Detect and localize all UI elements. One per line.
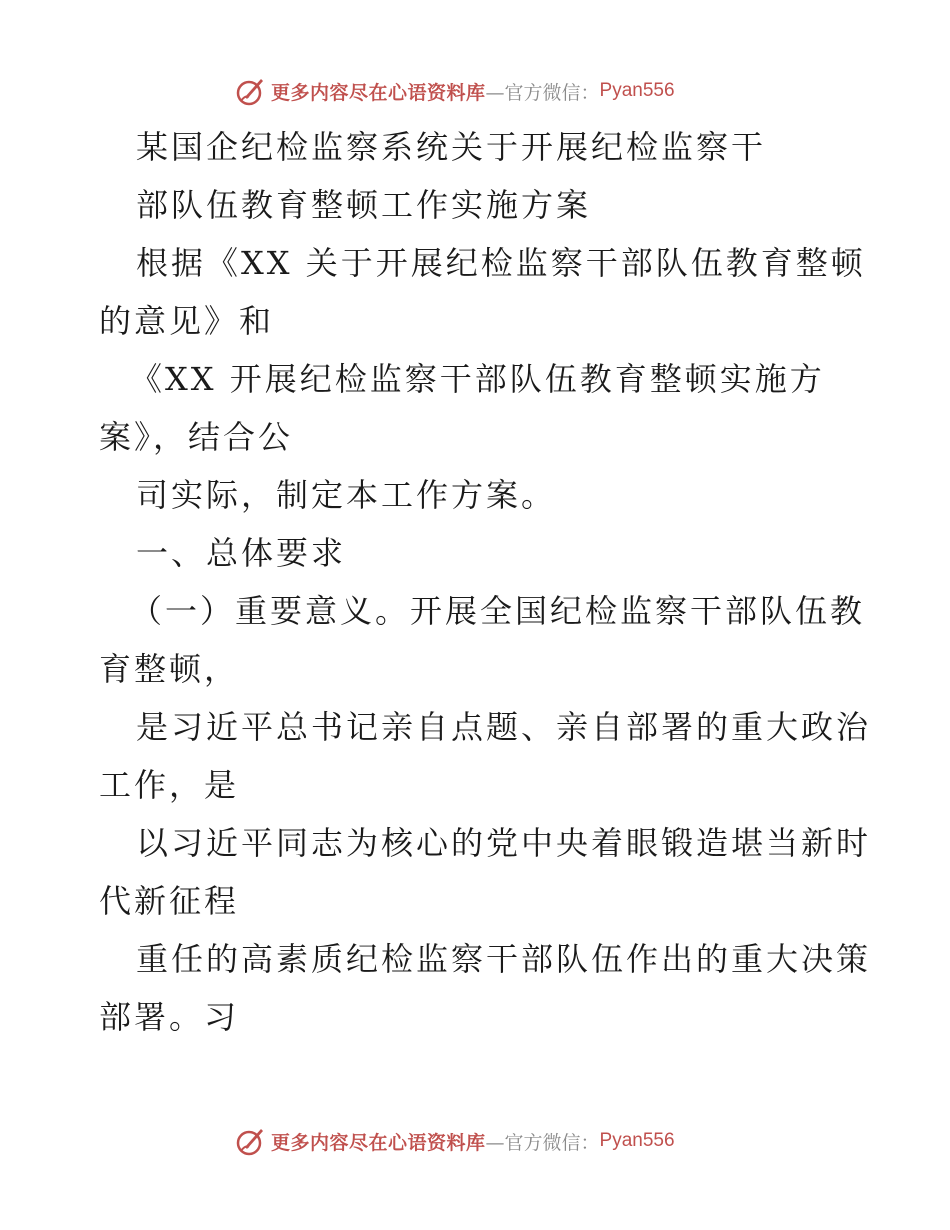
doc-text-line: 是习近平总书记亲自点题、亲自部署的重大政治 bbox=[136, 708, 872, 746]
watermark-wechat-label: —官方微信： bbox=[485, 1131, 600, 1154]
doc-section-heading: 一、总体要求 bbox=[136, 534, 347, 572]
doc-text-line: （一）重要意义。开展全国纪检监察干部队伍教 bbox=[130, 592, 866, 630]
watermark-wechat-id: Pyan556 bbox=[599, 80, 675, 101]
header-watermark bbox=[235, 73, 675, 109]
watermark-brand-text: 更多内容尽在心语资料库 bbox=[271, 81, 486, 104]
quill-logo-icon bbox=[235, 1125, 267, 1157]
doc-title-line-1: 某国企纪检监察系统关于开展纪检监察干 bbox=[136, 128, 767, 166]
doc-text-line: 以习近平同志为核心的党中央着眼锻造堪当新时 bbox=[136, 824, 872, 862]
doc-text-line: 司实际，制定本工作方案。 bbox=[136, 476, 557, 514]
doc-text-line: 育整顿， bbox=[99, 650, 240, 688]
doc-text-line: 工作，是 bbox=[99, 766, 240, 804]
doc-text-line: 根据《XX 关于开展纪检监察干部队伍教育整顿 bbox=[136, 244, 866, 282]
doc-title-line-2: 部队伍教育整顿工作实施方案 bbox=[136, 186, 592, 224]
watermark-brand-text: 更多内容尽在心语资料库 bbox=[271, 1131, 486, 1154]
quill-logo-icon bbox=[235, 75, 267, 107]
doc-text-line: 重任的高素质纪检监察干部队伍作出的重大决策 bbox=[136, 940, 872, 978]
footer-watermark bbox=[235, 1123, 675, 1159]
doc-text-line: 部署。习 bbox=[99, 998, 240, 1036]
doc-text-line: 代新征程 bbox=[99, 882, 240, 920]
doc-text-line: 的意见》和 bbox=[99, 302, 275, 340]
watermark-wechat-label: —官方微信： bbox=[485, 81, 600, 104]
doc-text-line: 《XX 开展纪检监察干部队伍教育整顿实施方 bbox=[130, 360, 825, 398]
doc-text-line: 案》，结合公 bbox=[99, 418, 294, 456]
watermark-wechat-id: Pyan556 bbox=[599, 1130, 675, 1151]
